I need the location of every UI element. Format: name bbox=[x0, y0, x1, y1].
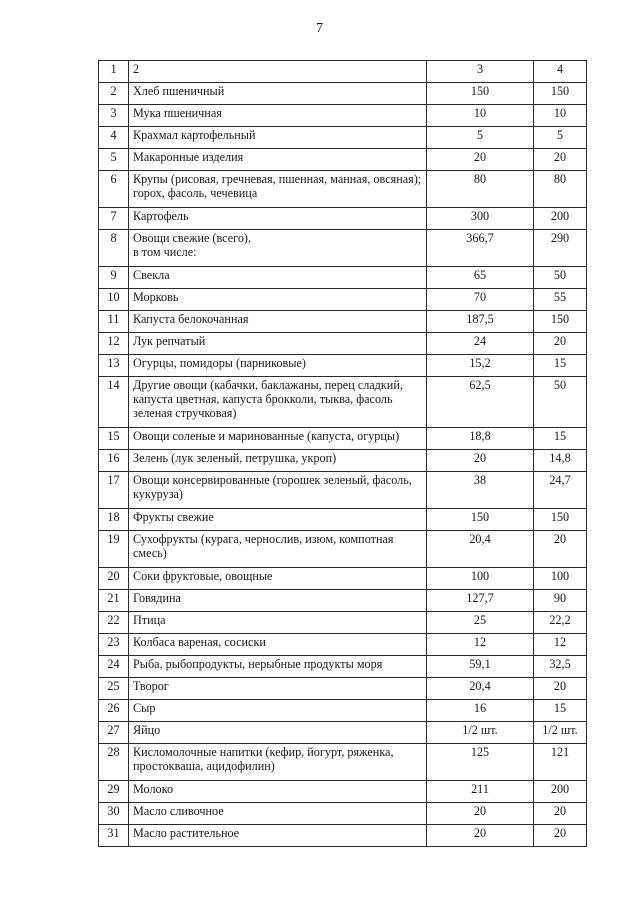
row-number-cell: 2 bbox=[99, 83, 129, 105]
column-4-value-cell: 50 bbox=[534, 267, 587, 289]
row-number-cell: 6 bbox=[99, 171, 129, 208]
column-3-value-cell: 300 bbox=[427, 208, 534, 230]
column-4-value-cell: 15 bbox=[534, 700, 587, 722]
column-4-value-cell: 20 bbox=[534, 531, 587, 568]
product-name-cell: Овощи соленые и маринованные (капуста, огурцы) bbox=[129, 428, 427, 450]
column-4-value-cell: 32,5 bbox=[534, 656, 587, 678]
column-3-value-cell: 20 bbox=[427, 803, 534, 825]
column-4-value-cell: 80 bbox=[534, 171, 587, 208]
product-name-cell: Капуста белокочанная bbox=[129, 311, 427, 333]
table-row bbox=[99, 568, 587, 590]
column-4-value-cell: 24,7 bbox=[534, 472, 587, 509]
column-3-value-cell: 150 bbox=[427, 83, 534, 105]
column-4-value-cell: 20 bbox=[534, 803, 587, 825]
column-3-value-cell: 20,4 bbox=[427, 678, 534, 700]
row-number-cell: 31 bbox=[99, 825, 129, 847]
row-number-cell: 10 bbox=[99, 289, 129, 311]
table-row bbox=[99, 355, 587, 377]
product-name-cell: Свекла bbox=[129, 267, 427, 289]
product-name-cell: Другие овощи (кабачки, баклажаны, перец сладкий, капуста цветная, капуста брокколи, тыква, фасоль зеленая стручковая) bbox=[129, 377, 427, 428]
row-number-cell: 29 bbox=[99, 781, 129, 803]
table-row bbox=[99, 744, 587, 781]
product-name-cell: Макаронные изделия bbox=[129, 149, 427, 171]
row-number-cell: 12 bbox=[99, 333, 129, 355]
column-4-value-cell: 200 bbox=[534, 781, 587, 803]
column-4-value-cell: 100 bbox=[534, 568, 587, 590]
product-name-cell: Картофель bbox=[129, 208, 427, 230]
column-4-value-cell: 15 bbox=[534, 355, 587, 377]
product-name-cell: Овощи консервированные (горошек зеленый, фасоль, кукуруза) bbox=[129, 472, 427, 509]
table-row bbox=[99, 825, 587, 847]
table-row bbox=[99, 127, 587, 149]
product-name-cell: Масло растительное bbox=[129, 825, 427, 847]
column-3-value-cell: 10 bbox=[427, 105, 534, 127]
column-4-value-cell: 150 bbox=[534, 83, 587, 105]
table-row bbox=[99, 590, 587, 612]
table-row bbox=[99, 83, 587, 105]
row-number-cell: 27 bbox=[99, 722, 129, 744]
row-number-cell: 15 bbox=[99, 428, 129, 450]
row-number-cell: 17 bbox=[99, 472, 129, 509]
row-number-cell: 22 bbox=[99, 612, 129, 634]
column-4-value-cell: 14,8 bbox=[534, 450, 587, 472]
row-number-cell: 24 bbox=[99, 656, 129, 678]
row-number-cell: 5 bbox=[99, 149, 129, 171]
column-3-value-cell: 127,7 bbox=[427, 590, 534, 612]
table-row bbox=[99, 428, 587, 450]
row-number-cell: 18 bbox=[99, 509, 129, 531]
product-name-cell: Колбаса вареная, сосиски bbox=[129, 634, 427, 656]
row-number-cell: 4 bbox=[99, 127, 129, 149]
food-norms-table bbox=[98, 60, 587, 847]
table-row bbox=[99, 450, 587, 472]
row-number-cell: 23 bbox=[99, 634, 129, 656]
table-row bbox=[99, 149, 587, 171]
table-row bbox=[99, 61, 587, 83]
row-number-cell: 28 bbox=[99, 744, 129, 781]
column-3-value-cell: 70 bbox=[427, 289, 534, 311]
column-3-value-cell: 18,8 bbox=[427, 428, 534, 450]
product-name-cell: Сыр bbox=[129, 700, 427, 722]
column-3-value-cell: 65 bbox=[427, 267, 534, 289]
product-name-cell: Лук репчатый bbox=[129, 333, 427, 355]
product-name-cell: Рыба, рыбопродукты, нерыбные продукты моря bbox=[129, 656, 427, 678]
product-name-cell: 2 bbox=[129, 61, 427, 83]
table-row bbox=[99, 781, 587, 803]
column-4-value-cell: 20 bbox=[534, 149, 587, 171]
product-name-cell: Кисломолочные напитки (кефир, йогурт, ряженка, простокваша, ацидофилин) bbox=[129, 744, 427, 781]
table-row bbox=[99, 531, 587, 568]
column-4-value-cell: 150 bbox=[534, 311, 587, 333]
column-3-value-cell: 15,2 bbox=[427, 355, 534, 377]
product-name-cell: Сухофрукты (курага, чернослив, изюм, компотная смесь) bbox=[129, 531, 427, 568]
column-3-value-cell: 24 bbox=[427, 333, 534, 355]
product-name-cell: Овощи свежие (всего), в том числе: bbox=[129, 230, 427, 267]
column-3-value-cell: 12 bbox=[427, 634, 534, 656]
row-number-cell: 16 bbox=[99, 450, 129, 472]
column-4-value-cell: 150 bbox=[534, 509, 587, 531]
column-3-value-cell: 20,4 bbox=[427, 531, 534, 568]
table-row bbox=[99, 377, 587, 428]
column-3-value-cell: 62,5 bbox=[427, 377, 534, 428]
column-3-value-cell: 150 bbox=[427, 509, 534, 531]
table-row bbox=[99, 634, 587, 656]
table-row bbox=[99, 803, 587, 825]
table-row bbox=[99, 722, 587, 744]
product-name-cell: Крупы (рисовая, гречневая, пшенная, манная, овсяная); горох, фасоль, чечевица bbox=[129, 171, 427, 208]
column-3-value-cell: 125 bbox=[427, 744, 534, 781]
column-4-value-cell: 4 bbox=[534, 61, 587, 83]
column-3-value-cell: 1/2 шт. bbox=[427, 722, 534, 744]
table-row bbox=[99, 472, 587, 509]
column-4-value-cell: 12 bbox=[534, 634, 587, 656]
row-number-cell: 14 bbox=[99, 377, 129, 428]
column-4-value-cell: 90 bbox=[534, 590, 587, 612]
column-4-value-cell: 22,2 bbox=[534, 612, 587, 634]
column-4-value-cell: 20 bbox=[534, 678, 587, 700]
row-number-cell: 20 bbox=[99, 568, 129, 590]
table-body bbox=[99, 61, 587, 847]
column-4-value-cell: 5 bbox=[534, 127, 587, 149]
table-row bbox=[99, 171, 587, 208]
table-row bbox=[99, 311, 587, 333]
column-4-value-cell: 1/2 шт. bbox=[534, 722, 587, 744]
column-3-value-cell: 187,5 bbox=[427, 311, 534, 333]
column-4-value-cell: 15 bbox=[534, 428, 587, 450]
product-name-cell: Хлеб пшеничный bbox=[129, 83, 427, 105]
product-name-cell: Яйцо bbox=[129, 722, 427, 744]
product-name-cell: Масло сливочное bbox=[129, 803, 427, 825]
product-name-cell: Морковь bbox=[129, 289, 427, 311]
row-number-cell: 1 bbox=[99, 61, 129, 83]
product-name-cell: Крахмал картофельный bbox=[129, 127, 427, 149]
row-number-cell: 19 bbox=[99, 531, 129, 568]
table-row bbox=[99, 230, 587, 267]
column-3-value-cell: 80 bbox=[427, 171, 534, 208]
column-4-value-cell: 55 bbox=[534, 289, 587, 311]
column-3-value-cell: 25 bbox=[427, 612, 534, 634]
row-number-cell: 8 bbox=[99, 230, 129, 267]
page-number: 7 bbox=[316, 21, 323, 36]
table-row bbox=[99, 678, 587, 700]
column-3-value-cell: 20 bbox=[427, 825, 534, 847]
column-3-value-cell: 16 bbox=[427, 700, 534, 722]
table-row bbox=[99, 208, 587, 230]
row-number-cell: 21 bbox=[99, 590, 129, 612]
row-number-cell: 9 bbox=[99, 267, 129, 289]
row-number-cell: 3 bbox=[99, 105, 129, 127]
product-name-cell: Говядина bbox=[129, 590, 427, 612]
product-name-cell: Творог bbox=[129, 678, 427, 700]
product-name-cell: Огурцы, помидоры (парниковые) bbox=[129, 355, 427, 377]
row-number-cell: 30 bbox=[99, 803, 129, 825]
column-3-value-cell: 3 bbox=[427, 61, 534, 83]
table-row bbox=[99, 656, 587, 678]
table-row bbox=[99, 267, 587, 289]
row-number-cell: 13 bbox=[99, 355, 129, 377]
column-3-value-cell: 100 bbox=[427, 568, 534, 590]
column-4-value-cell: 50 bbox=[534, 377, 587, 428]
column-3-value-cell: 20 bbox=[427, 149, 534, 171]
row-number-cell: 25 bbox=[99, 678, 129, 700]
table-row bbox=[99, 700, 587, 722]
table-row bbox=[99, 289, 587, 311]
column-3-value-cell: 211 bbox=[427, 781, 534, 803]
column-3-value-cell: 59,1 bbox=[427, 656, 534, 678]
table-row bbox=[99, 509, 587, 531]
product-name-cell: Соки фруктовые, овощные bbox=[129, 568, 427, 590]
row-number-cell: 26 bbox=[99, 700, 129, 722]
table-row bbox=[99, 105, 587, 127]
product-name-cell: Мука пшеничная bbox=[129, 105, 427, 127]
column-4-value-cell: 10 bbox=[534, 105, 587, 127]
column-4-value-cell: 290 bbox=[534, 230, 587, 267]
table-row bbox=[99, 333, 587, 355]
product-name-cell: Фрукты свежие bbox=[129, 509, 427, 531]
column-3-value-cell: 5 bbox=[427, 127, 534, 149]
column-4-value-cell: 20 bbox=[534, 333, 587, 355]
product-name-cell: Зелень (лук зеленый, петрушка, укроп) bbox=[129, 450, 427, 472]
table-row bbox=[99, 612, 587, 634]
column-3-value-cell: 20 bbox=[427, 450, 534, 472]
column-4-value-cell: 200 bbox=[534, 208, 587, 230]
column-3-value-cell: 38 bbox=[427, 472, 534, 509]
product-name-cell: Молоко bbox=[129, 781, 427, 803]
row-number-cell: 7 bbox=[99, 208, 129, 230]
row-number-cell: 11 bbox=[99, 311, 129, 333]
column-4-value-cell: 121 bbox=[534, 744, 587, 781]
column-4-value-cell: 20 bbox=[534, 825, 587, 847]
product-name-cell: Птица bbox=[129, 612, 427, 634]
column-3-value-cell: 366,7 bbox=[427, 230, 534, 267]
